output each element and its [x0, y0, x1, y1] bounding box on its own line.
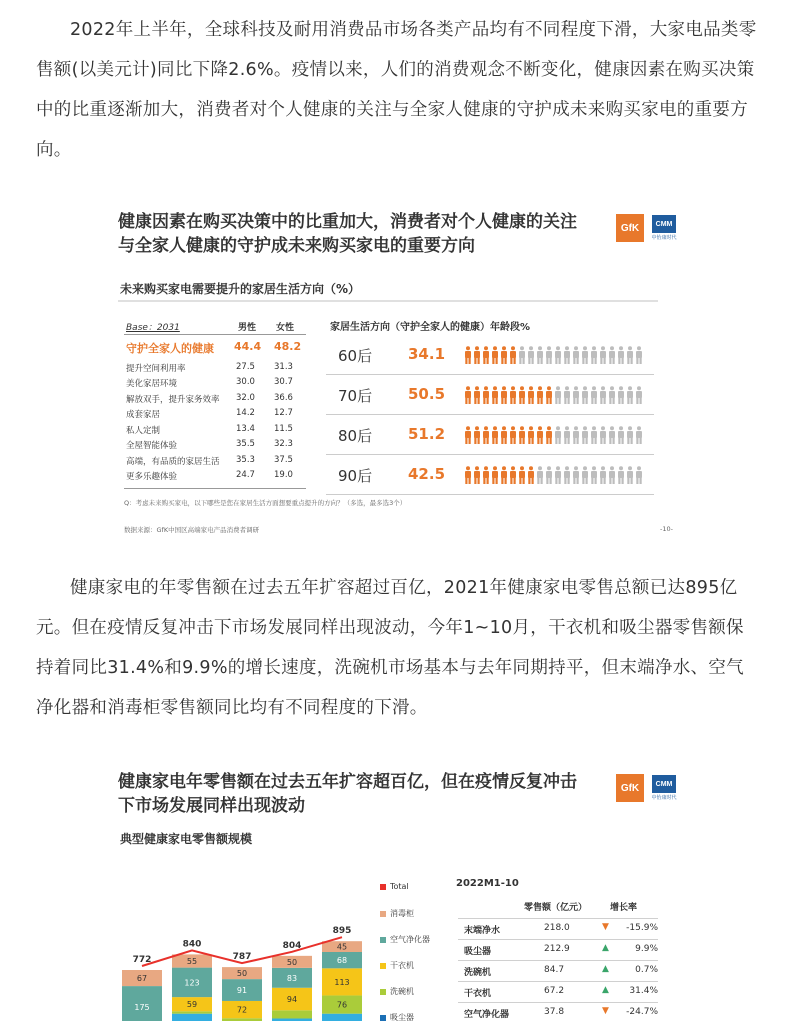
row-female-value: 19.0: [274, 470, 293, 480]
person-icon: [608, 346, 616, 368]
person-icon: [563, 346, 571, 368]
bar-value-label: 175: [134, 1003, 150, 1013]
person-icon: [599, 386, 607, 408]
person-icon: [572, 386, 580, 408]
age-row: [326, 375, 654, 415]
slide2-subtitle: 典型健康家电零售额规模: [120, 832, 253, 846]
legend-swatch: [380, 884, 386, 890]
legend-item: [380, 934, 430, 945]
bar-segment: [322, 1014, 362, 1021]
age-percent: 51.2: [408, 425, 446, 443]
table-row: [124, 362, 308, 377]
row-label: 全屋智能体验: [126, 441, 178, 451]
right-table-row: [458, 1002, 658, 1021]
person-icon: [599, 426, 607, 448]
person-icon: [518, 466, 526, 488]
table-bottom-rule: [124, 488, 306, 489]
person-icon: [608, 466, 616, 488]
age-label: 80后: [338, 427, 373, 445]
slide1-title: 健康因素在购买决策中的比重加大，消费者对个人健康的关注与全家人健康的守护成未来购买家电的重要方向: [118, 212, 577, 256]
age-row: [326, 335, 654, 375]
legend-label: 洗碗机: [390, 987, 414, 996]
slide1-divider: [118, 300, 658, 302]
row-male-value: 32.0: [236, 392, 255, 403]
person-icon: [545, 346, 553, 368]
gfk-logo: GfK: [616, 774, 644, 802]
bar-segment: [172, 1014, 212, 1021]
cmm-logo: [650, 214, 678, 242]
slide1-page-number: -10-: [660, 525, 673, 533]
age-label: 60后: [338, 347, 373, 365]
legend-swatch: [380, 911, 386, 917]
row-male-value: 13.4: [236, 423, 255, 434]
person-icon: [617, 426, 625, 448]
person-icon: [545, 426, 553, 448]
person-icon: [617, 346, 625, 368]
article-paragraph-2: 健康家电的年零售额在过去五年扩容超过百亿，2021年健康家电零售总额已达895亿元。但在疫情反复冲击下市场发展同样出现波动，今年1~10月，干衣机和吸尘器零售额保持着同比31.4%和9.9%的增长速度，洗碗机市场基本与去年同期持平，但末端净水、空气净化器和消毒柜零售额同比均有不同程度的下滑。: [36, 578, 744, 718]
slide2-title: 健康家电年零售额在过去五年扩容超百亿，但在疫情反复冲击下市场发展同样出现波动: [118, 772, 577, 816]
person-icon: [473, 426, 481, 448]
bar-value-label: 50: [236, 969, 248, 979]
row-female-value: 37.5: [274, 454, 293, 465]
cmm-logo-mark: CMM: [652, 215, 676, 233]
cmm-logo-text: 中怡康时代: [651, 795, 677, 801]
person-icon-row: [464, 386, 644, 408]
person-icon: [608, 386, 616, 408]
row-sales: 84.7: [544, 965, 565, 975]
arrow-down-icon: ▼: [602, 1006, 609, 1016]
legend-item: [380, 1012, 414, 1021]
row-name: 洗碗机: [464, 968, 492, 978]
row-sales: 67.2: [544, 986, 565, 996]
person-icon: [536, 466, 544, 488]
table-row: [124, 340, 308, 355]
legend-swatch: [380, 989, 386, 995]
legend-label: 消毒柜: [390, 909, 414, 918]
bar-value-label: 72: [236, 1005, 248, 1015]
person-icon: [518, 426, 526, 448]
table-row: [124, 455, 308, 470]
person-icon: [626, 386, 634, 408]
person-icon: [518, 386, 526, 408]
person-icon: [581, 386, 589, 408]
row-sales: 218.0: [544, 923, 570, 933]
row-male-value: 35.5: [236, 439, 255, 449]
person-icon: [572, 346, 580, 368]
person-icon: [608, 426, 616, 448]
bar-value-label: 76: [336, 1000, 348, 1010]
person-icon: [545, 466, 553, 488]
legend-label: 干衣机: [390, 961, 414, 970]
bar-value-label: 68: [336, 956, 348, 966]
person-icon: [491, 466, 499, 488]
arrow-up-icon: ▲: [602, 943, 609, 953]
person-icon: [617, 466, 625, 488]
person-icon: [473, 386, 481, 408]
person-icon: [500, 346, 508, 368]
person-icon: [635, 426, 643, 448]
person-icon: [563, 386, 571, 408]
bar-value-label: 94: [286, 995, 298, 1005]
row-sales: 37.8: [544, 1007, 565, 1017]
person-icon: [626, 426, 634, 448]
row-female-value: 11.5: [274, 423, 293, 434]
person-icon: [473, 346, 481, 368]
person-icon: [491, 386, 499, 408]
legend-swatch: [380, 1015, 386, 1021]
person-icon: [473, 466, 481, 488]
row-label: 解放双手，提升家务效率: [126, 394, 220, 405]
slide-health-factors: [112, 200, 684, 545]
row-label: 提升空间利用率: [126, 363, 186, 374]
bar-value-label: 50: [286, 957, 298, 967]
arrow-down-icon: ▼: [602, 922, 609, 932]
bar-total-label: 840: [182, 939, 202, 950]
person-icon: [572, 466, 580, 488]
right-table-row: [458, 981, 658, 1001]
person-icon: [554, 346, 562, 368]
person-icon: [464, 386, 472, 408]
cmm-logo-mark: CMM: [652, 775, 676, 793]
person-icon: [482, 346, 490, 368]
person-icon: [590, 466, 598, 488]
row-female-value: 30.7: [274, 377, 293, 387]
row-growth: 31.4%: [629, 986, 658, 996]
person-icon: [500, 386, 508, 408]
row-growth: 9.9%: [635, 944, 658, 954]
person-icon: [482, 466, 490, 488]
row-label: 成套家居: [126, 410, 161, 420]
right-table-row: [458, 960, 658, 980]
row-name: 吸尘器: [464, 947, 492, 957]
legend-swatch: [380, 937, 386, 943]
table-row: [124, 439, 308, 454]
article-paragraph-1: 2022年上半年，全球科技及耐用消费品市场各类产品均有不同程度下滑，大家电品类零售额(以美元计)同比下降2.6%。疫情以来，人们的消费观念不断变化，健康因素在购买决策中的比重逐渐加大，消费者对个人健康的关注与全家人健康的守护成未来购买家电的重要方向。: [36, 20, 757, 160]
bar-total-label: 787: [232, 952, 252, 963]
row-growth: -15.9%: [626, 923, 658, 933]
person-icon: [536, 346, 544, 368]
person-icon: [590, 346, 598, 368]
person-icon: [581, 466, 589, 488]
row-label: 守护全家人的健康: [126, 342, 214, 355]
person-icon: [527, 346, 535, 368]
age-label: 70后: [338, 387, 373, 405]
slide1-source: 数据来源：GfK中国区高端家电产品消费者调研: [124, 526, 260, 534]
row-female-value: 32.3: [274, 439, 293, 449]
legend-swatch: [380, 963, 386, 969]
age-percent: 50.5: [408, 385, 446, 403]
legend-item: [380, 986, 414, 997]
legend-label: 吸尘器: [390, 1013, 414, 1021]
bar-total-label: 772: [132, 955, 152, 965]
person-icon: [599, 466, 607, 488]
legend-item: [380, 908, 414, 919]
row-name: 干衣机: [464, 989, 492, 999]
person-icon: [500, 426, 508, 448]
table-row: [124, 393, 308, 408]
bar-value-label: 123: [184, 978, 200, 988]
bar-segment: [172, 1011, 212, 1013]
person-icon: [545, 386, 553, 408]
person-icon: [590, 426, 598, 448]
person-icon: [464, 426, 472, 448]
person-icon: [554, 386, 562, 408]
gfk-logo: GfK: [616, 214, 644, 242]
row-male-value: 44.4: [234, 340, 262, 353]
bar-segment: [272, 1010, 312, 1018]
person-icon: [599, 346, 607, 368]
table-col-female: 女性: [276, 323, 295, 333]
person-icon: [527, 426, 535, 448]
age-row: [326, 455, 654, 495]
row-male-value: 27.5: [236, 361, 255, 372]
person-icon: [554, 426, 562, 448]
person-icon: [527, 386, 535, 408]
person-icon: [509, 346, 517, 368]
person-icon: [536, 386, 544, 408]
person-icon: [626, 346, 634, 368]
person-icon: [482, 386, 490, 408]
person-icon: [464, 466, 472, 488]
legend-item: [380, 960, 414, 971]
age-label: 90后: [338, 467, 373, 485]
right-table-row: [458, 939, 658, 959]
row-female-value: 48.2: [274, 340, 302, 353]
person-icon-row: [464, 426, 644, 448]
person-icon: [482, 426, 490, 448]
row-male-value: 30.0: [236, 377, 255, 387]
right-table-col-sales: 零售额（亿元）: [524, 903, 588, 913]
person-icon: [491, 346, 499, 368]
row-label: 高端，有品质的家居生活: [126, 456, 220, 467]
table-row: [124, 424, 308, 439]
table-base: Base：2031: [126, 323, 180, 333]
arrow-up-icon: ▲: [602, 964, 609, 974]
row-female-value: 31.3: [274, 361, 293, 372]
row-name: 末端净水: [464, 926, 501, 936]
right-table-row: [458, 918, 658, 938]
row-growth: -24.7%: [626, 1007, 658, 1017]
person-icon: [500, 466, 508, 488]
person-icon: [554, 466, 562, 488]
bar-total-label: 895: [332, 926, 352, 937]
bar-total-label: 804: [282, 940, 302, 951]
person-icon: [635, 346, 643, 368]
table-row: [124, 377, 308, 392]
table-row: [124, 470, 308, 485]
person-icon-row: [464, 346, 644, 368]
slide-health-appliance-sales: [112, 760, 684, 1021]
person-icon: [509, 426, 517, 448]
slide1-footnote: Q：考虑未来购买家电，以下哪些是您在家居生活方面想要重点提升的方向？（多选，最多选3个）: [124, 499, 407, 507]
right-table-title: 2022M1-10: [456, 878, 519, 889]
row-female-value: 36.6: [274, 392, 293, 403]
row-sales: 212.9: [544, 944, 570, 954]
stacked-bar-chart: [112, 856, 372, 1021]
bar-value-label: 45: [336, 942, 348, 952]
cmm-logo: [650, 774, 678, 802]
person-icon: [518, 346, 526, 368]
person-icon: [536, 426, 544, 448]
person-icon: [527, 466, 535, 488]
person-icon: [635, 466, 643, 488]
row-female-value: 12.7: [274, 408, 293, 418]
person-icon: [509, 466, 517, 488]
bar-value-label: 113: [334, 977, 350, 987]
person-icon-row: [464, 466, 644, 488]
bar-value-label: 59: [186, 1000, 198, 1010]
row-male-value: 35.3: [236, 454, 255, 465]
table-header-rule: [124, 334, 306, 335]
bar-value-label: 83: [286, 973, 298, 983]
bar-value-label: 91: [236, 986, 248, 996]
right-table-col-growth: 增长率: [610, 903, 638, 913]
age-row: [326, 415, 654, 455]
row-label: 更多乐趣体验: [126, 472, 178, 482]
person-icon: [491, 426, 499, 448]
person-icon: [509, 386, 517, 408]
table-row: [124, 408, 308, 423]
row-label: 美化家居环境: [126, 379, 178, 389]
bar-value-label: 67: [136, 974, 148, 984]
row-name: 空气净化器: [464, 1010, 510, 1020]
person-icon: [572, 426, 580, 448]
row-label: 私人定制: [126, 425, 161, 436]
person-icon: [563, 426, 571, 448]
row-growth: 0.7%: [635, 965, 658, 975]
person-icon: [581, 346, 589, 368]
row-male-value: 14.2: [236, 408, 255, 418]
person-icon: [581, 426, 589, 448]
cmm-logo-text: 中怡康时代: [651, 235, 677, 241]
legend-label: 空气净化器: [390, 935, 430, 944]
person-icon: [464, 346, 472, 368]
slide1-subtitle: 未来购买家电需要提升的家居生活方向（%）: [120, 282, 361, 296]
person-icon: [635, 386, 643, 408]
age-percent: 34.1: [408, 345, 446, 363]
person-icon: [617, 386, 625, 408]
row-male-value: 24.7: [236, 470, 255, 480]
legend-label: Total: [390, 882, 409, 891]
person-icon: [563, 466, 571, 488]
person-icon: [590, 386, 598, 408]
table-col-male: 男性: [238, 323, 257, 333]
age-percent: 42.5: [408, 465, 446, 483]
age-header: 家居生活方向（守护全家人的健康）年龄段%: [330, 322, 531, 333]
bar-value-label: 55: [186, 957, 198, 966]
person-icon: [626, 466, 634, 488]
legend-item: [380, 882, 409, 891]
arrow-up-icon: ▲: [602, 985, 609, 995]
